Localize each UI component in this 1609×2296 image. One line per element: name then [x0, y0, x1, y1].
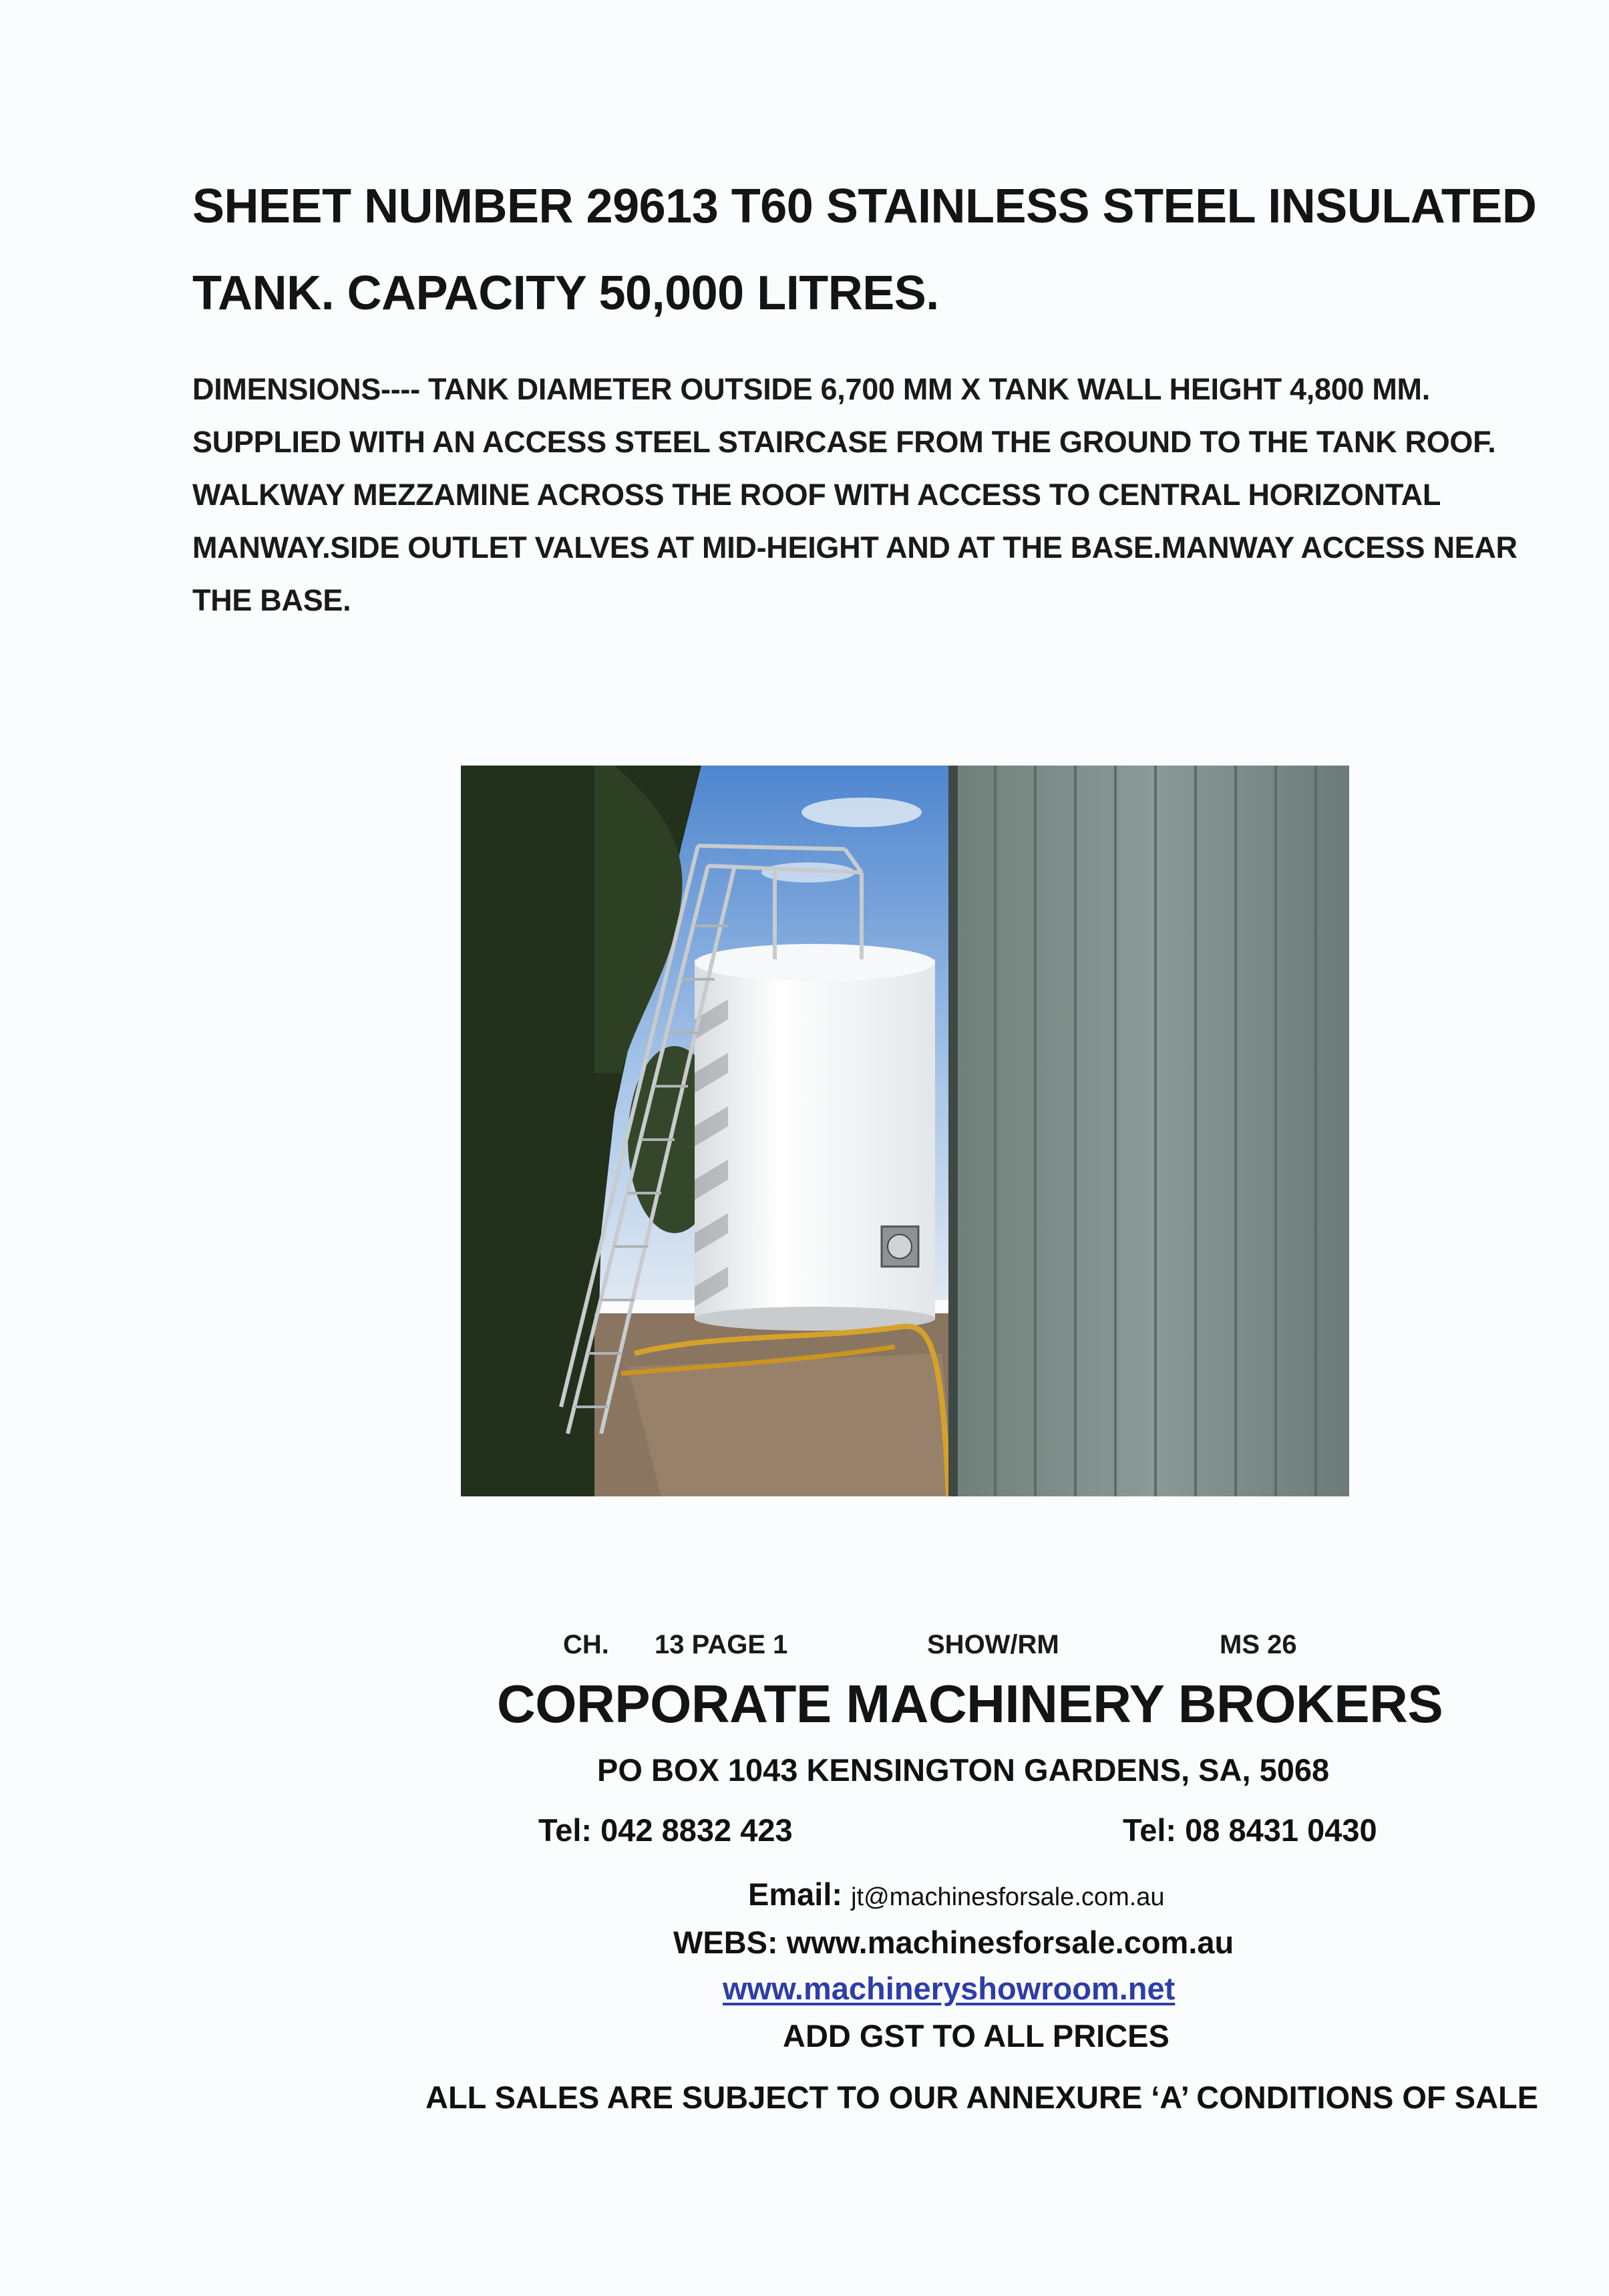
- websites-line[interactable]: WEBS: www.machinesforsale.com.au: [673, 1925, 1234, 1960]
- conditions-of-sale: ALL SALES ARE SUBJECT TO OUR ANNEXURE ‘A’ CONDITIONS OF SALE: [425, 2080, 1539, 2115]
- ref-ms: MS 26: [1220, 1630, 1297, 1659]
- telephone-mobile: Tel: 042 8832 423: [538, 1812, 793, 1848]
- manway-hatch: [888, 1235, 912, 1259]
- shed-edge: [948, 766, 958, 1496]
- email-label: Email:: [748, 1876, 843, 1912]
- ref-showroom: SHOW/RM: [927, 1630, 1059, 1659]
- description-line-1: DIMENSIONS---- TANK DIAMETER OUTSIDE 6,700 MM X TANK WALL HEIGHT 4,800 MM.: [192, 372, 1430, 406]
- email-address[interactable]: jt@machinesforsale.com.au: [851, 1883, 1165, 1911]
- shed-wall: [955, 766, 1349, 1496]
- ground-path: [628, 1353, 955, 1496]
- telephone-landline: Tel: 08 8431 0430: [1123, 1812, 1377, 1848]
- email-row: [748, 1876, 1165, 1913]
- tank-photo: [461, 766, 1349, 1496]
- tank-roof: [695, 944, 935, 981]
- description-line-2: SUPPLIED WITH AN ACCESS STEEL STAIRCASE FROM THE GROUND TO THE TANK ROOF.: [192, 425, 1496, 459]
- ref-page: 13 PAGE 1: [655, 1630, 788, 1659]
- company-name: CORPORATE MACHINERY BROKERS: [497, 1674, 1443, 1734]
- description-line-4: MANWAY.SIDE OUTLET VALVES AT MID-HEIGHT AND AT THE BASE.MANWAY ACCESS NEAR: [192, 530, 1517, 564]
- machineryshowroom-link[interactable]: www.machineryshowroom.net: [723, 1971, 1176, 2006]
- description-line-5: THE BASE.: [192, 583, 351, 617]
- cloud: [801, 798, 922, 827]
- description-line-3: WALKWAY MEZZAMINE ACROSS THE ROOF WITH ACCESS TO CENTRAL HORIZONTAL: [192, 478, 1441, 512]
- sheet-title-line-1: SHEET NUMBER 29613 T60 STAINLESS STEEL INSULATED: [192, 180, 1537, 233]
- sheet-title-line-2: TANK. CAPACITY 50,000 LITRES.: [192, 267, 939, 320]
- company-address: PO BOX 1043 KENSINGTON GARDENS, SA, 5068: [597, 1752, 1330, 1788]
- gst-note: ADD GST TO ALL PRICES: [783, 2018, 1170, 2054]
- ref-chapter: CH.: [563, 1630, 609, 1659]
